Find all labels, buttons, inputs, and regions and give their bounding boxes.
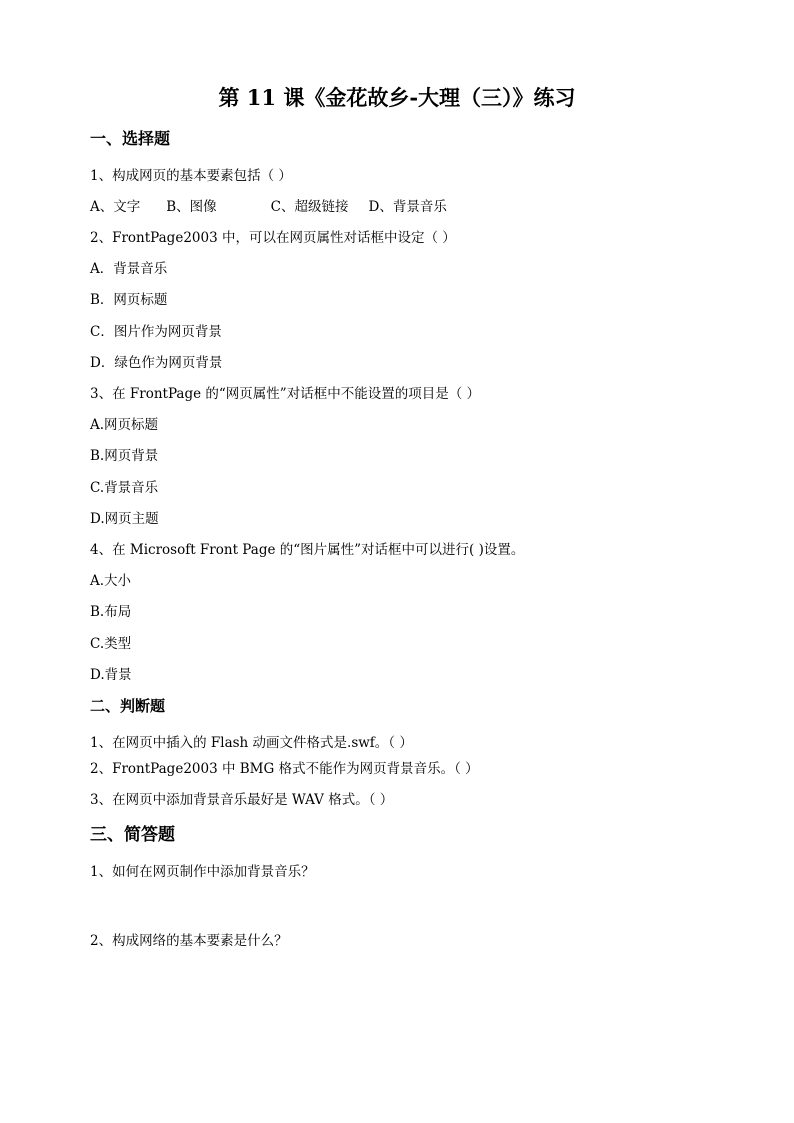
question-stem-1: 1、构成网页的基本要素包括（ ）: [90, 168, 292, 184]
question-option: A.网页标题: [90, 417, 159, 433]
question-options-1: [90, 197, 447, 217]
judge-item: 3、在网页中添加背景音乐最好是 WAV 格式。（ ）: [90, 792, 394, 808]
question-stem-2: 2、FrontPage2003 中，可以在网页属性对话框中设定（ ）: [90, 230, 456, 246]
short-answer-question: 2、构成网络的基本要素是什么？: [90, 933, 288, 949]
question-option: A.大小: [90, 573, 132, 589]
judge-item: 1、在网页中插入的 Flash 动画文件格式是.swf。（ ）: [90, 735, 413, 751]
section-heading-judge: 二、判断题: [90, 697, 166, 715]
question-option: C．图片作为网页背景: [90, 324, 222, 340]
page-title: 第 11 课《金花故乡-大理（三）》练习: [218, 85, 576, 110]
question-option: D．绿色作为网页背景: [90, 355, 223, 371]
question-stem-3: 3、在 FrontPage 的“网页属性”对话框中不能设置的项目是（ ）: [90, 386, 480, 402]
option-text: D、背景音乐: [368, 199, 447, 215]
question-option: D.背景: [90, 667, 132, 683]
question-stem-4: 4、在 Microsoft Front Page 的“图片属性”对话框中可以进行( )设置。: [90, 542, 525, 558]
section-heading-short: 三、简答题: [90, 825, 175, 845]
question-option: B.布局: [90, 604, 132, 620]
section-heading-choice: 一、选择题: [90, 129, 171, 148]
option-text: A、文字: [90, 199, 141, 215]
question-option: C.背景音乐: [90, 480, 159, 496]
question-option: B.网页背景: [90, 448, 159, 464]
judge-item: 2、FrontPage2003 中 BMG 格式不能作为网页背景音乐。（ ）: [90, 761, 479, 777]
question-option: C.类型: [90, 636, 132, 652]
question-option: A．背景音乐: [90, 261, 168, 277]
short-answer-question: 1、如何在网页制作中添加背景音乐？: [90, 864, 315, 880]
question-option: D.网页主题: [90, 511, 159, 527]
option-text: B、图像: [166, 199, 217, 215]
question-option: B．网页标题: [90, 292, 168, 308]
option-text: C、超级链接: [270, 199, 349, 215]
